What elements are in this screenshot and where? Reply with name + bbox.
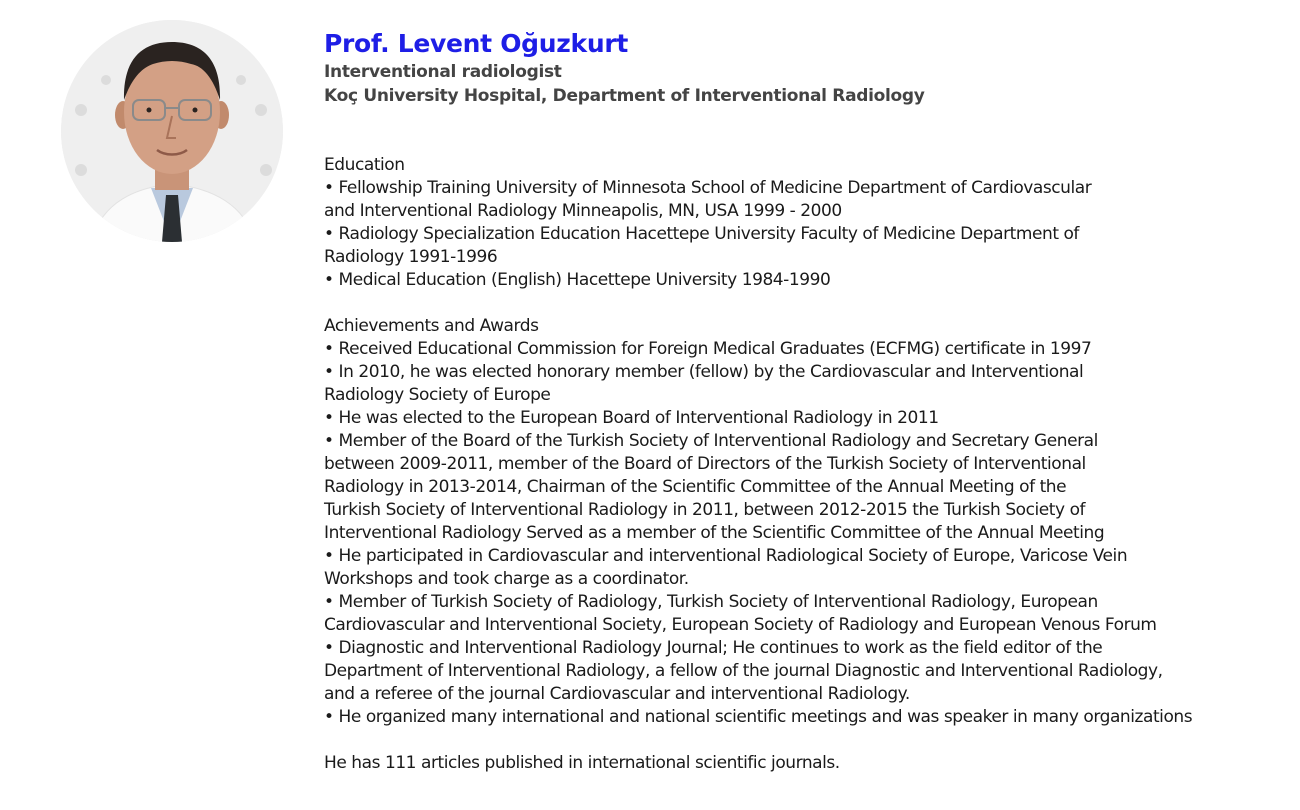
achievements-heading: Achievements and Awards: [324, 316, 539, 336]
achievement-line: Turkish Society of Interventional Radiology in 2011, between 2012-2015 the Turkish Society of: [324, 500, 1086, 520]
education-line: • Radiology Specialization Education Hacettepe University Faculty of Medicine Department of: [324, 224, 1079, 244]
profile-affiliation: Koç University Hospital, Department of Interventional Radiology: [324, 86, 925, 106]
education-line: and Interventional Radiology Minneapolis, MN, USA 1999 - 2000: [324, 201, 842, 221]
section-spacer: [324, 292, 1284, 315]
achievement-line: • Received Educational Commission for Foreign Medical Graduates (ECFMG) certificate in 1997: [324, 339, 1092, 359]
education-section: [324, 154, 1284, 292]
achievement-line: Interventional Radiology Served as a member of the Scientific Committee of the Annual Meeting: [324, 523, 1105, 543]
achievement-line: • Diagnostic and Interventional Radiology Journal; He continues to work as the field editor of the: [324, 638, 1103, 658]
profile-title: Interventional radiologist: [324, 62, 562, 82]
education-line: Radiology 1991-1996: [324, 247, 498, 267]
achievement-line: • He organized many international and national scientific meetings and was speaker in many organizations: [324, 707, 1193, 727]
portrait-illustration: [61, 20, 283, 242]
education-line: • Medical Education (English) Hacettepe University 1984-1990: [324, 270, 831, 290]
education-line: • Fellowship Training University of Minnesota School of Medicine Department of Cardiovascular: [324, 178, 1092, 198]
profile-content: [324, 28, 1284, 775]
achievement-line: • Member of the Board of the Turkish Society of Interventional Radiology and Secretary General: [324, 431, 1098, 451]
achievements-section: [324, 315, 1284, 729]
achievement-line: Department of Interventional Radiology, a fellow of the journal Diagnostic and Interventional Radiology,: [324, 661, 1163, 681]
achievement-line: • In 2010, he was elected honorary member (fellow) by the Cardiovascular and Interventional: [324, 362, 1084, 382]
achievement-line: Radiology in 2013-2014, Chairman of the Scientific Committee of the Annual Meeting of the: [324, 477, 1067, 497]
education-heading: Education: [324, 155, 405, 175]
profile-name: Prof. Levent Oğuzkurt: [324, 29, 629, 58]
achievement-line: • Member of Turkish Society of Radiology, Turkish Society of Interventional Radiology, European: [324, 592, 1098, 612]
profile-photo: [61, 20, 283, 242]
achievement-line: Workshops and took charge as a coordinator.: [324, 569, 689, 589]
section-spacer: [324, 729, 1284, 752]
achievement-line: between 2009-2011, member of the Board of Directors of the Turkish Society of Interventional: [324, 454, 1086, 474]
achievement-line: and a referee of the journal Cardiovascular and interventional Radiology.: [324, 684, 910, 704]
achievement-line: • He participated in Cardiovascular and interventional Radiological Society of Europe, Varicose Vein: [324, 546, 1128, 566]
publications-summary: He has 111 articles published in international scientific journals.: [324, 753, 840, 773]
achievement-line: • He was elected to the European Board of Interventional Radiology in 2011: [324, 408, 939, 428]
achievement-line: Cardiovascular and Interventional Society, European Society of Radiology and European Venous Forum: [324, 615, 1157, 635]
achievement-line: Radiology Society of Europe: [324, 385, 551, 405]
